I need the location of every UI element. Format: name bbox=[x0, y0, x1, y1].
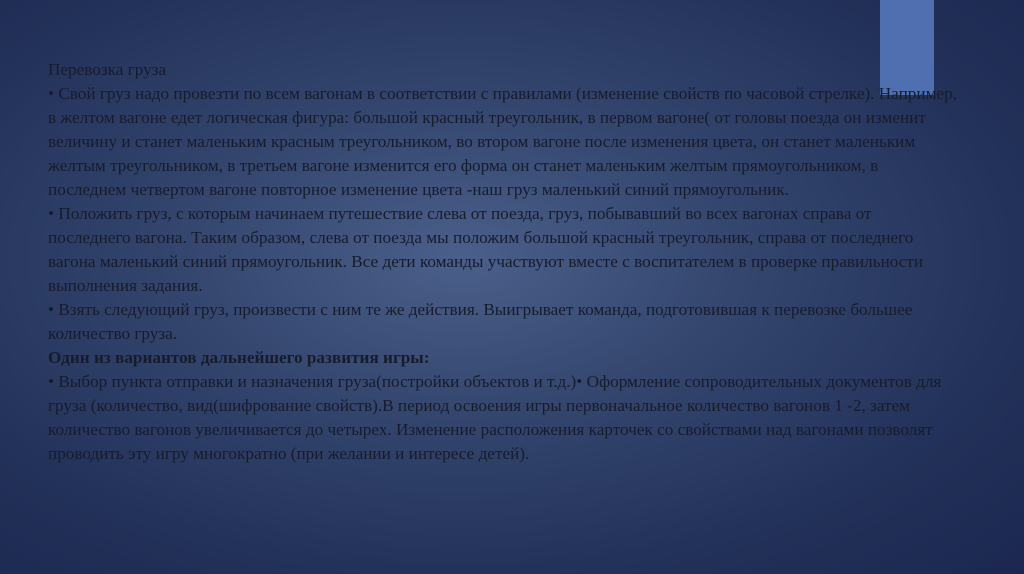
paragraph-placement: • Положить груз, с которым начинаем путешествие слева от поезда, груз, побывавший во всех вагонах справа от последнего вагона. Таким образом, слева от поезда мы положим большой красный треугольник, справа от последнего вагона маленький синий прямоугольник. Все дети команды участвуют вместе с воспитателем в проверке правильности выполнения задания. bbox=[48, 204, 924, 295]
slide-text-body bbox=[48, 58, 958, 466]
paragraph-next-cargo: • Взять следующий груз, произвести с ним те же действия. Выигрывает команда, подготовившая к перевозке большее количество груза. bbox=[48, 300, 913, 343]
slide-heading: Перевозка груза bbox=[48, 60, 167, 79]
paragraph-cargo-rules: • Свой груз надо провезти по всем вагонам в соответствии с правилами (изменение свойств по часовой стрелке). Например, в желтом вагоне едет логическая фигура: большой красный треугольник, в первом вагоне( от головы поезда он изменит величину и станет маленьким красным треугольником, во втором вагоне после изменения цвета, он станет маленьким желтым треугольником, в третьем вагоне изменится его форма он станет маленьким желтым прямоугольником, в последнем четвертом вагоне повторное изменение цвета -наш груз маленький синий прямоугольник. bbox=[48, 84, 957, 199]
subheading-game-variants: Один из вариантов дальнейшего развития игры: bbox=[48, 348, 430, 367]
paragraph-variants: • Выбор пункта отправки и назначения груза(постройки объектов и т.д.)• Оформление сопроводительных документов для груза (количество, вид(шифрование свойств).В период освоения игры первоначальное количество вагонов 1 -2, затем количество вагонов увеличивается до четырех. Изменение расположения карточек со свойствами над вагонами позволят проводить эту игру многократно (при желании и интересе детей). bbox=[48, 372, 942, 463]
